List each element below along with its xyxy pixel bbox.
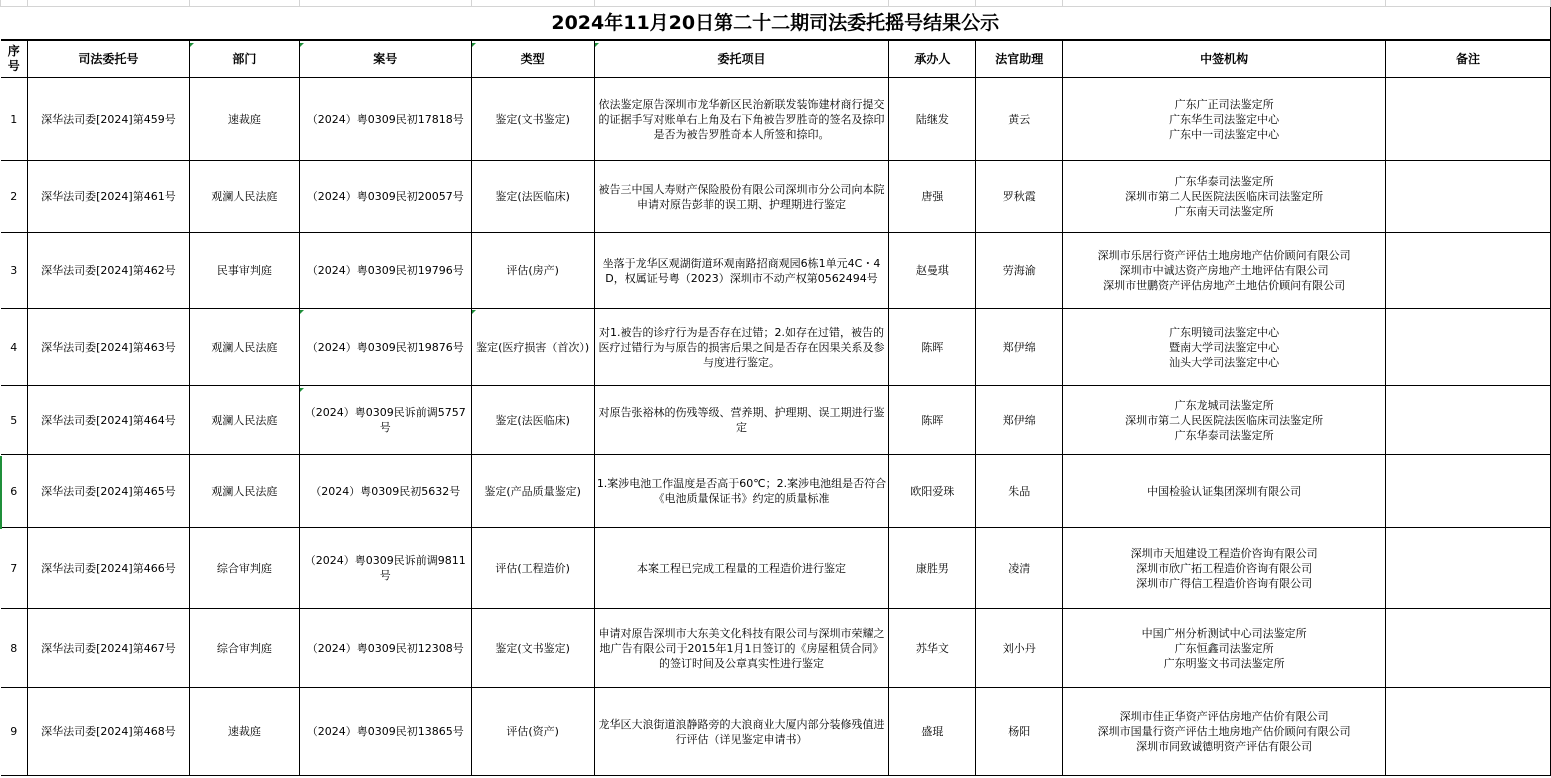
cell-handler[interactable]: 陈晖 (889, 386, 976, 455)
cell-institutions[interactable] (1063, 78, 1386, 161)
table-row (1, 455, 1551, 528)
institution-3: 广东华泰司法鉴定所 (1174, 428, 1274, 442)
cell-department[interactable]: 速裁庭 (189, 688, 299, 776)
cell-seq[interactable]: 3 (1, 233, 28, 309)
institution-1: 广东广正司法鉴定所 (1174, 97, 1274, 111)
cell-case-no[interactable]: （2024）粤0309民初5632号 (299, 455, 471, 528)
cell-remarks[interactable] (1386, 455, 1551, 528)
cell-department[interactable]: 综合审判庭 (189, 609, 299, 688)
cell-remarks[interactable] (1386, 609, 1551, 688)
table-row (1, 161, 1551, 233)
institution-2: 深圳市第二人民医院法医临床司法鉴定所 (1125, 413, 1324, 427)
cell-remarks[interactable] (1386, 386, 1551, 455)
comment-marker (190, 43, 194, 47)
institution-1: 广东华泰司法鉴定所 (1174, 175, 1274, 188)
cell-remarks[interactable] (1386, 309, 1551, 386)
title-row (1, 7, 1551, 41)
cell-handler[interactable]: 康胜男 (889, 528, 976, 609)
header-type[interactable]: 类型 (471, 40, 594, 78)
cell-seq[interactable]: 2 (1, 161, 28, 233)
cell-remarks[interactable] (1386, 78, 1551, 161)
institution-1: 中国检验认证集团深圳有限公司 (1147, 484, 1302, 498)
table-row (1, 233, 1551, 309)
comment-marker (472, 310, 476, 314)
cell-assistant[interactable]: 罗秋霞 (976, 161, 1063, 233)
cell-type[interactable]: 鉴定(文书鉴定) (471, 78, 594, 161)
header-row (1, 40, 1551, 78)
cell-commission-no[interactable]: 深华法司委[2024]第463号 (27, 309, 189, 386)
cell-assistant[interactable]: 郑伊绵 (976, 309, 1063, 386)
institution-2: 深圳市国量行资产评估土地房地产估价顾问有限公司 (1097, 725, 1351, 738)
institution-3: 广东中一司法鉴定中心 (1169, 127, 1280, 141)
header-case-no[interactable]: 案号 (299, 40, 471, 78)
header-department[interactable]: 部门 (189, 40, 299, 78)
cell-institutions[interactable] (1063, 528, 1386, 609)
table-row (1, 528, 1551, 609)
institution-2: 深圳市欣广拓工程造价咨询有限公司 (1136, 561, 1313, 575)
header-seq[interactable]: 序号 (1, 40, 28, 78)
table-row (1, 78, 1551, 161)
institution-2: 暨南大学司法鉴定中心 (1169, 340, 1280, 354)
cell-type[interactable]: 评估(房产) (471, 233, 594, 309)
cell-seq[interactable]: 9 (1, 688, 28, 776)
page-title[interactable]: 2024年11月20日第二十二期司法委托摇号结果公示 (1, 7, 1551, 41)
comment-marker (300, 43, 304, 47)
cell-remarks[interactable] (1386, 528, 1551, 609)
cell-institutions[interactable] (1063, 386, 1386, 455)
cell-handler[interactable]: 陆继发 (889, 78, 976, 161)
cell-handler[interactable]: 赵曼琪 (889, 233, 976, 309)
cell-type[interactable]: 鉴定(法医临床) (471, 386, 594, 455)
header-project[interactable]: 委托项目 (594, 40, 889, 78)
cell-seq[interactable]: 8 (1, 609, 28, 688)
cell-assistant[interactable]: 朱品 (976, 455, 1063, 528)
cell-commission-no[interactable]: 深华法司委[2024]第464号 (27, 386, 189, 455)
institution-1: 深圳市佳正华资产评估房地产估价有限公司 (1119, 710, 1329, 723)
cell-seq[interactable]: 7 (1, 528, 28, 609)
institution-2: 广东华生司法鉴定中心 (1169, 112, 1280, 126)
cell-handler[interactable]: 欧阳爱珠 (889, 455, 976, 528)
institution-3: 深圳市同致诚德明资产评估有限公司 (1136, 740, 1313, 753)
cell-handler[interactable]: 唐强 (889, 161, 976, 233)
cell-institutions[interactable] (1063, 233, 1386, 309)
cell-case-no[interactable]: （2024）粤0309民初13865号 (299, 688, 471, 776)
cell-assistant[interactable]: 刘小丹 (976, 609, 1063, 688)
cell-institutions[interactable] (1063, 309, 1386, 386)
cell-handler[interactable]: 盛琨 (889, 688, 976, 776)
row-selection-indicator (0, 456, 2, 529)
cell-department[interactable]: 观澜人民法庭 (189, 309, 299, 386)
cell-project[interactable]: 申请对原告深圳市大东美文化科技有限公司与深圳市荣耀之地广告有限公司于2015年1月1日签订的《房屋租赁合同》的签订时间及公章真实性进行鉴定 (594, 609, 889, 688)
cell-commission-no[interactable]: 深华法司委[2024]第462号 (27, 233, 189, 309)
institution-3: 汕头大学司法鉴定中心 (1169, 355, 1280, 369)
table-row (1, 688, 1551, 776)
cell-department[interactable]: 速裁庭 (189, 78, 299, 161)
cell-remarks[interactable] (1386, 161, 1551, 233)
institution-1: 广东明镜司法鉴定中心 (1169, 325, 1280, 339)
cell-project[interactable]: 1.案涉电池工作温度是否高于60℃；2.案涉电池组是否符合《电池质量保证书》约定的质量标准 (594, 455, 889, 528)
cell-department[interactable]: 观澜人民法庭 (189, 455, 299, 528)
header-institutions[interactable]: 中签机构 (1063, 40, 1386, 78)
cell-case-no[interactable]: （2024）粤0309民初17818号 (299, 78, 471, 161)
institution-3: 深圳市世鹏资产评估房地产土地估价顾问有限公司 (1103, 279, 1346, 292)
cell-institutions[interactable] (1063, 609, 1386, 688)
comment-marker (595, 43, 599, 47)
comment-marker (300, 310, 304, 314)
table-row (1, 386, 1551, 455)
header-assistant[interactable]: 法官助理 (976, 40, 1063, 78)
comment-marker (300, 388, 304, 392)
cell-project[interactable]: 坐落于龙华区观湖街道环观南路招商观园6栋1单元4C・4D，权属证号粤（2023）深圳市不动产权第0562494号 (594, 233, 889, 309)
cell-commission-no[interactable]: 深华法司委[2024]第466号 (27, 528, 189, 609)
institution-2: 深圳市第二人民医院法医临床司法鉴定所 (1125, 190, 1324, 203)
cell-case-no[interactable]: （2024）粤0309民诉前调5757号 (299, 386, 471, 455)
cell-commission-no[interactable]: 深华法司委[2024]第468号 (27, 688, 189, 776)
cell-commission-no[interactable]: 深华法司委[2024]第465号 (27, 455, 189, 528)
cell-type[interactable]: 评估(工程造价) (471, 528, 594, 609)
cell-commission-no[interactable]: 深华法司委[2024]第461号 (27, 161, 189, 233)
cell-type[interactable]: 鉴定(文书鉴定) (471, 609, 594, 688)
cell-remarks[interactable] (1386, 688, 1551, 776)
cell-project[interactable]: 依法鉴定原告深圳市龙华新区民治新联发装饰建材商行提交的证据手写对账单右上角及右下角被告罗胜奇的签名及捺印是否为被告罗胜奇本人所签和捺印。 (594, 78, 889, 161)
cell-institutions[interactable] (1063, 161, 1386, 233)
institution-1: 深圳市乐居行资产评估土地房地产估价顾问有限公司 (1097, 249, 1351, 262)
cell-seq[interactable]: 4 (1, 309, 28, 386)
cell-case-no[interactable]: （2024）粤0309民初12308号 (299, 609, 471, 688)
cell-seq[interactable]: 1 (1, 78, 28, 161)
cell-department[interactable]: 民事审判庭 (189, 233, 299, 309)
institution-3: 广东明鉴文书司法鉴定所 (1163, 656, 1285, 670)
institution-1: 中国广州分析测试中心司法鉴定所 (1141, 626, 1307, 640)
cell-department[interactable]: 综合审判庭 (189, 528, 299, 609)
cell-project[interactable]: 被告三中国人寿财产保险股份有限公司深圳市分公司向本院申请对原告彭菲的误工期、护理期进行鉴定 (594, 161, 889, 233)
cell-project[interactable]: 龙华区大浪街道浪静路旁的大浪商业大厦内部分装修残值进行评估（详见鉴定申请书） (594, 688, 889, 776)
header-handler[interactable]: 承办人 (889, 40, 976, 78)
comment-marker (472, 43, 476, 47)
cell-assistant[interactable]: 杨阳 (976, 688, 1063, 776)
cell-project[interactable]: 对原告张裕林的伤残等级、营养期、护理期、误工期进行鉴定 (594, 386, 889, 455)
table-row (1, 609, 1551, 688)
institution-3: 深圳市广得信工程造价咨询有限公司 (1136, 576, 1313, 590)
cell-assistant[interactable]: 劳海渝 (976, 233, 1063, 309)
cell-type[interactable]: 鉴定(产品质量鉴定) (471, 455, 594, 528)
cell-type[interactable]: 鉴定(医疗损害（首次）) (471, 309, 594, 386)
cell-institutions[interactable] (1063, 455, 1386, 528)
cell-institutions[interactable] (1063, 688, 1386, 776)
cell-assistant[interactable]: 凌清 (976, 528, 1063, 609)
cell-seq[interactable]: 5 (1, 386, 28, 455)
cell-case-no[interactable]: （2024）粤0309民初19796号 (299, 233, 471, 309)
cell-case-no[interactable]: （2024）粤0309民初19876号 (299, 309, 471, 386)
cell-commission-no[interactable]: 深华法司委[2024]第467号 (27, 609, 189, 688)
institution-2: 广东恒鑫司法鉴定所 (1174, 641, 1274, 655)
header-commission-no[interactable]: 司法委托号 (27, 40, 189, 78)
cell-assistant[interactable]: 黄云 (976, 78, 1063, 161)
cell-handler[interactable]: 陈晖 (889, 309, 976, 386)
cell-department[interactable]: 观澜人民法庭 (189, 161, 299, 233)
institution-1: 深圳市天旭建设工程造价咨询有限公司 (1130, 546, 1318, 560)
cell-project[interactable]: 对1.被告的诊疗行为是否存在过错；2.如存在过错，被告的医疗过错行为与原告的损害后果之间是否存在因果关系及参与度进行鉴定。 (594, 309, 889, 386)
cell-remarks[interactable] (1386, 233, 1551, 309)
institution-3: 广东南天司法鉴定所 (1174, 205, 1274, 218)
institution-1: 广东龙城司法鉴定所 (1174, 398, 1274, 412)
cell-type[interactable]: 鉴定(法医临床) (471, 161, 594, 233)
table-row (1, 309, 1551, 386)
cell-handler[interactable]: 苏华文 (889, 609, 976, 688)
cell-department[interactable]: 观澜人民法庭 (189, 386, 299, 455)
cell-seq[interactable]: 6 (1, 455, 28, 528)
cell-type[interactable]: 评估(资产) (471, 688, 594, 776)
cell-commission-no[interactable]: 深华法司委[2024]第459号 (27, 78, 189, 161)
cell-assistant[interactable]: 郑伊绵 (976, 386, 1063, 455)
header-remarks[interactable]: 备注 (1386, 40, 1551, 78)
cell-case-no[interactable]: （2024）粤0309民初20057号 (299, 161, 471, 233)
institution-2: 深圳市中诚达资产房地产土地评估有限公司 (1119, 264, 1329, 277)
cell-case-no[interactable]: （2024）粤0309民诉前调9811号 (299, 528, 471, 609)
cell-project[interactable]: 本案工程已完成工程量的工程造价进行鉴定 (594, 528, 889, 609)
